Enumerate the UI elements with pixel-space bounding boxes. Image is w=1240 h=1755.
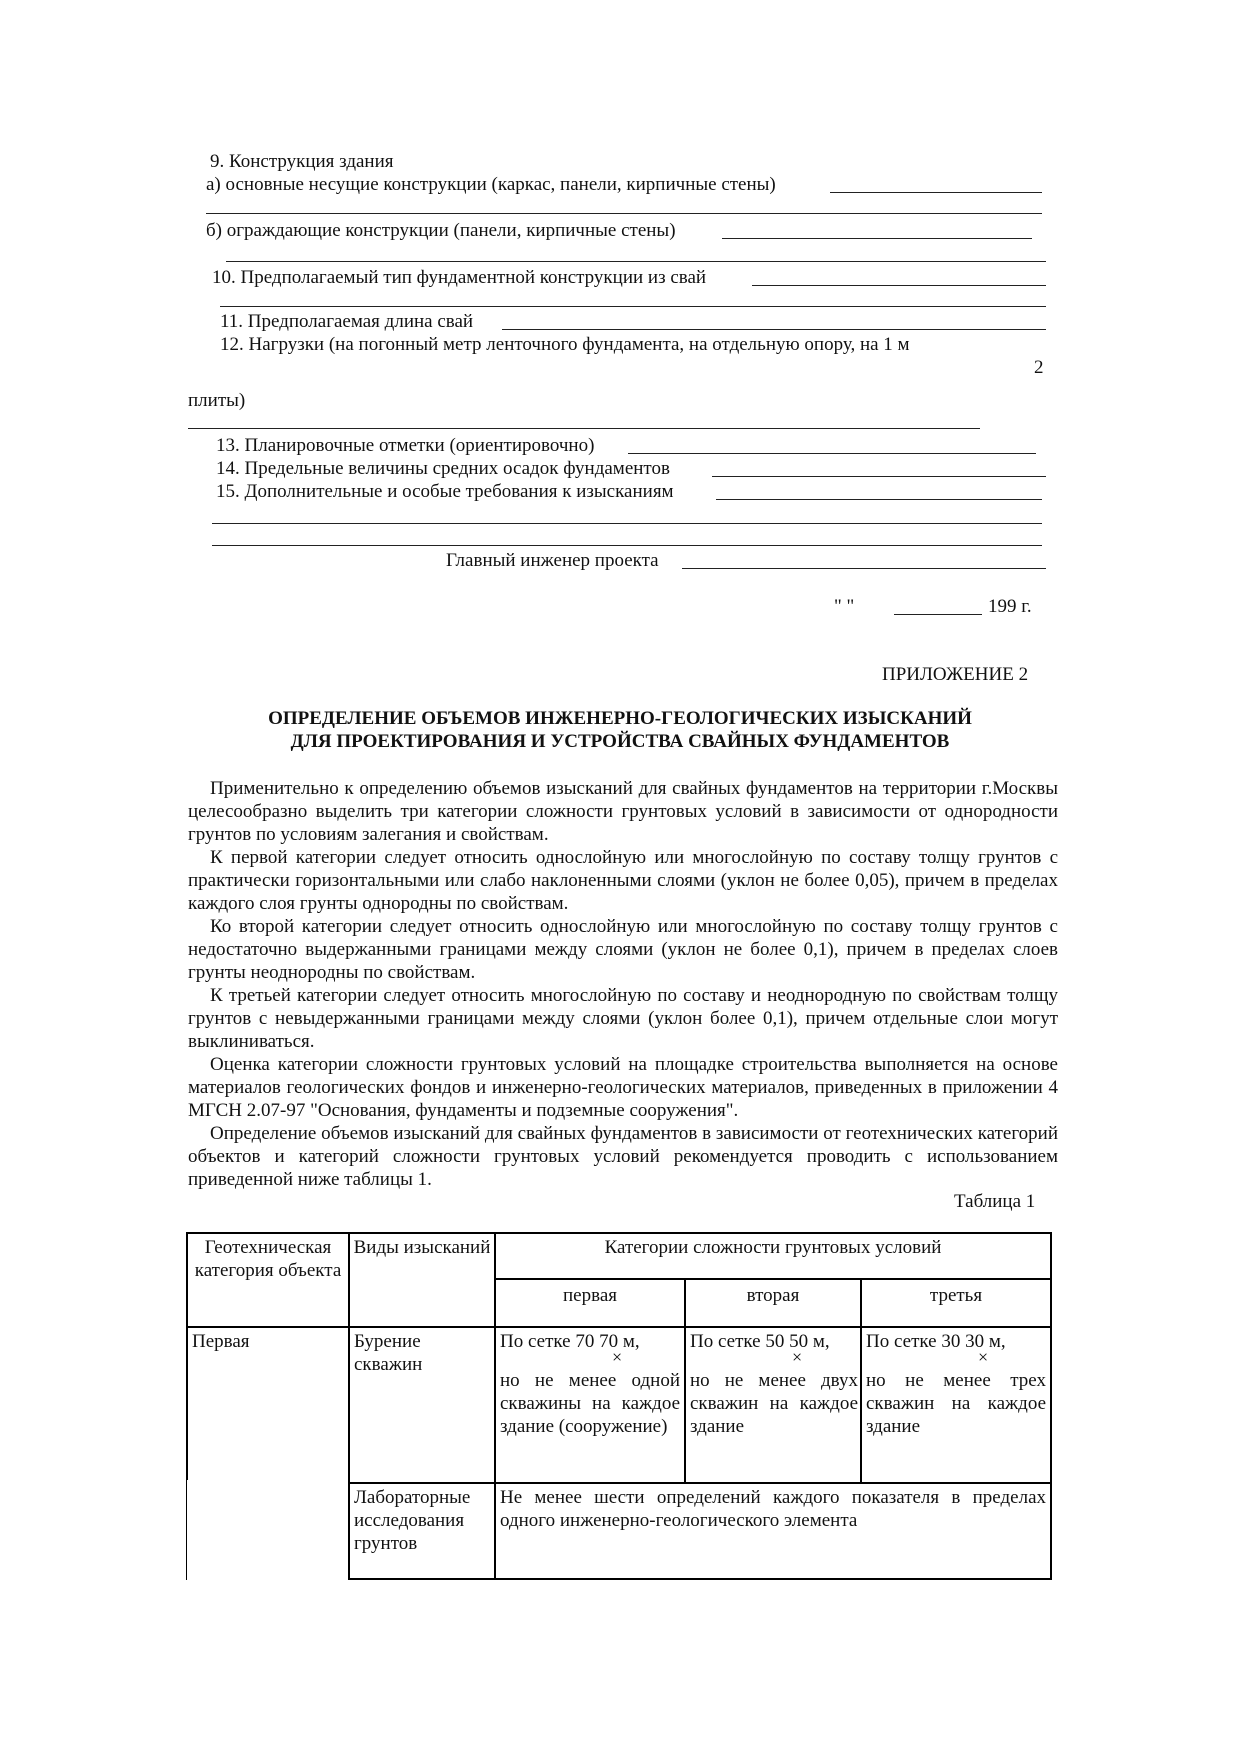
table-rule-right xyxy=(1050,1232,1052,1580)
header-first: первая xyxy=(563,1285,617,1306)
item-12-label: 12. Нагрузки (на погонный метр ленточного фундамента, на отдельную опору, на 1 м xyxy=(220,334,910,355)
appendix-title-line-2: ДЛЯ ПРОЕКТИРОВАНИЯ И УСТРОЙСТВА СВАЙНЫХ ФУНДАМЕНТОВ xyxy=(290,731,950,752)
item-15-blank-2[interactable] xyxy=(212,523,1042,524)
item-12-blank[interactable] xyxy=(188,428,980,429)
row2-requirement: Не менее шести определений каждого показателя в пределах одного инженерно-геологического элемента xyxy=(500,1487,1046,1531)
header-geotechnical-category: Геотехническая категория объекта xyxy=(194,1237,342,1281)
table-rule-row1 xyxy=(348,1482,1052,1484)
item-15-blank-3[interactable] xyxy=(212,545,1042,546)
paragraph: К третьей категории следует относить многослойную по составу и неоднородную по свойствам толщу грунтов с невыдержанными границами между слоями (уклон более 0,1), причем отдельные слои могут выклиниваться. xyxy=(188,985,1058,1052)
table-label: Таблица 1 xyxy=(954,1191,1036,1212)
table-rule-header-bottom xyxy=(186,1326,1052,1328)
cell-first-requirement: но не менее одной скважины на каждое здание (сооружение) xyxy=(500,1370,680,1437)
cell-first-grid: По сетке 70 70 м, xyxy=(500,1331,640,1352)
header-soil-categories: Категории сложности грунтовых условий xyxy=(604,1237,942,1258)
item-9b-label: б) ограждающие конструкции (панели, кирпичные стены) xyxy=(206,220,676,241)
paragraph: К первой категории следует относить однослойную или многослойную по составу толщу грунтов с практически горизонтальными или слабо наклоненными слоями (уклон не более 0,05), причем в пределах каждого слоя грунты однородны по свойствам. xyxy=(188,847,1058,914)
item-9a-blank[interactable] xyxy=(830,192,1042,193)
appendix-body xyxy=(188,777,1058,1191)
multiply-icon: × xyxy=(792,1347,803,1367)
paragraph: Ко второй категории следует относить однослойную или многослойную по составу толщу грунтов с недостаточно выдержанными границами между слоями (уклон не более 0,1), причем в пределах слоев грунты неоднородны по свойствам. xyxy=(188,916,1058,983)
row1-survey-type: Бурение скважин xyxy=(354,1331,423,1375)
item-13-blank[interactable] xyxy=(628,453,1036,454)
item-9-title: 9. Конструкция здания xyxy=(210,151,394,172)
item-11-label: 11. Предполагаемая длина свай xyxy=(220,311,474,332)
item-11-blank[interactable] xyxy=(502,329,1046,330)
date-year: 199 г. xyxy=(988,596,1032,617)
table-rule-left xyxy=(186,1232,188,1480)
item-12-superscript: 2 xyxy=(1034,357,1044,378)
item-15-blank[interactable] xyxy=(716,499,1042,500)
multiply-icon: × xyxy=(978,1347,989,1367)
header-second: вторая xyxy=(746,1285,800,1306)
header-survey-types: Виды изысканий xyxy=(353,1237,491,1258)
cell-second-grid: По сетке 50 50 м, xyxy=(690,1331,830,1352)
cell-third-grid: По сетке 30 30 м, xyxy=(866,1331,1006,1352)
paragraph: Определение объемов изысканий для свайных фундаментов в зависимости от геотехнических категорий объектов и категорий сложности грунтовых условий рекомендуется проводить с использованием приведенной ниже таблицы 1. xyxy=(188,1123,1058,1190)
cell-third-requirement: но не менее трех скважин на каждое здание xyxy=(866,1370,1046,1437)
item-10-blank[interactable] xyxy=(752,285,1046,286)
item-10-label: 10. Предполагаемый тип фундаментной конструкции из свай xyxy=(212,267,707,288)
multiply-icon: × xyxy=(612,1347,623,1367)
paragraph: Применительно к определению объемов изысканий для свайных фундаментов на территории г.Москвы целесообразно выделить три категории сложности грунтовых условий в зависимости от однородности грунтов по условиям залегания и свойствам. xyxy=(188,778,1058,845)
item-9b-blank[interactable] xyxy=(722,238,1032,239)
table-rule-top xyxy=(186,1232,1052,1234)
appendix-title-line-1: ОПРЕДЕЛЕНИЕ ОБЪЕМОВ ИНЖЕНЕРНО-ГЕОЛОГИЧЕСКИХ ИЗЫСКАНИЙ xyxy=(268,708,972,729)
date-quotes: " " xyxy=(834,596,855,617)
row1-geotechnical-category: Первая xyxy=(192,1331,250,1352)
paragraph: Оценка категории сложности грунтовых условий на площадке строительства выполняется на основе материалов геологических фондов и инженерно-геологических материалов, приведенных в приложении 4 МГСН 2.07-97 "Основания, фундаменты и подземные сооружения". xyxy=(188,1054,1058,1121)
table-rule-col4 xyxy=(684,1278,686,1482)
table-rule-left-lower xyxy=(186,1480,187,1580)
chief-engineer-label: Главный инженер проекта xyxy=(446,550,659,571)
item-13-label: 13. Планировочные отметки (ориентировочно) xyxy=(216,435,595,456)
item-10-blank-2[interactable] xyxy=(220,306,1046,307)
cell-second-requirement: но не менее двух скважин на каждое здание xyxy=(690,1370,858,1437)
item-12-tail: плиты) xyxy=(188,390,246,411)
item-9b-blank-2[interactable] xyxy=(226,261,1046,262)
item-14-label: 14. Предельные величины средних осадок фундаментов xyxy=(216,458,670,479)
item-15-label: 15. Дополнительные и особые требования к изысканиям xyxy=(216,481,674,502)
header-third: третья xyxy=(929,1285,983,1306)
appendix-label: ПРИЛОЖЕНИЕ 2 xyxy=(882,664,1029,685)
table-rule-bottom xyxy=(348,1578,1052,1580)
item-14-blank[interactable] xyxy=(712,476,1046,477)
item-9a-blank-2[interactable] xyxy=(206,213,1042,214)
row2-survey-type: Лабораторные исследования грунтов xyxy=(354,1487,471,1554)
table-rule-subheader xyxy=(494,1278,1052,1280)
chief-engineer-signature-blank[interactable] xyxy=(682,568,1046,569)
table-rule-col2 xyxy=(348,1232,350,1580)
item-9a-label: а) основные несущие конструкции (каркас, панели, кирпичные стены) xyxy=(206,174,776,195)
date-month-blank[interactable] xyxy=(894,614,982,615)
table-rule-col5 xyxy=(860,1278,862,1482)
